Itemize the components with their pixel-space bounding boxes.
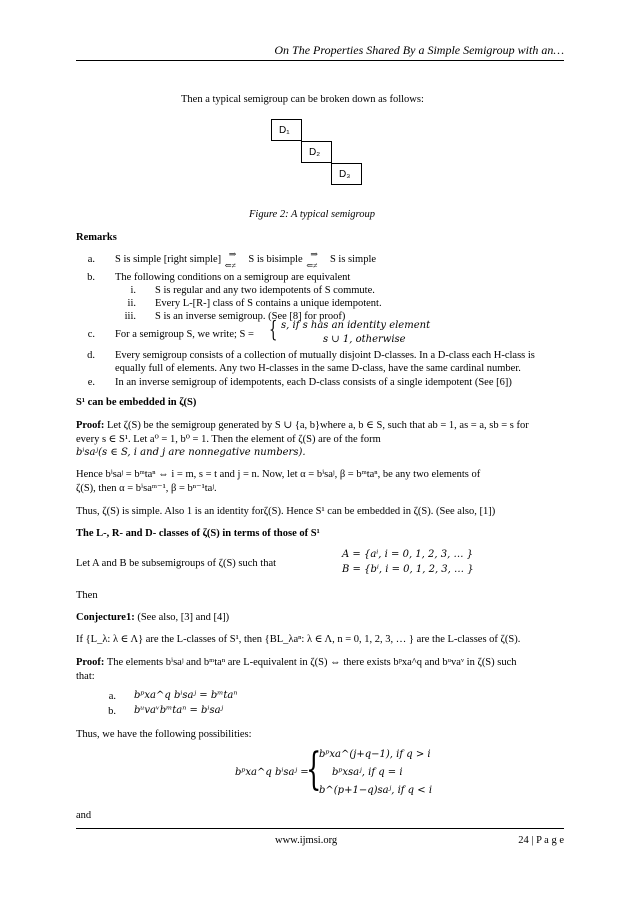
conjecture-statement: If {L_λ: λ ∈ Λ} are the L-classes of S¹, then {BL_λaⁿ: λ ∈ Λ, n = 0, 1, 2, 3, … } are the L-classes of ζ(S).	[76, 634, 521, 645]
remark-a-text: S is simple [right simple] ⇒ ⇐≠ S is bisimple ⇒ ⇐≠ S is simple	[115, 248, 377, 270]
not-implied-arrow: ⇐≠	[224, 260, 236, 270]
section1-p1-line2: every s ∈ S¹. Let a⁰ = 1, b⁰ = 1. Then the element of ζ(S) are of the form	[76, 434, 381, 445]
section1-p2-line2: ζ(S), then α = bⁱsaᵐ⁻¹, β = bⁿ⁻¹taʲ.	[76, 483, 217, 494]
remark-b-ii-label: ii.	[127, 298, 136, 309]
section2-heading: The L-, R- and D- classes of ζ(S) in terms of those of S¹	[76, 528, 320, 539]
remark-b-iii-label: iii.	[124, 311, 136, 322]
section2-let-text: Let A and B be subsemigroups of ζ(S) such that	[76, 558, 277, 569]
eq-a-label: a.	[108, 691, 116, 702]
section1-p1-line1: Proof: Let ζ(S) be the semigroup generated by S ∪ {a, b}where a, b ∈ S, such that ab = 1, as = a, sb = s for	[76, 420, 529, 431]
remark-b-text: The following conditions on a semigroup are equivalent	[115, 272, 351, 283]
remark-a-label: a.	[87, 254, 95, 265]
remark-c-case2: s ∪ 1, otherwise	[323, 334, 406, 345]
eq-b: bᵘvaᵛbᵐtaⁿ = bⁱsaʲ	[134, 705, 224, 716]
implies-arrow: ⇒	[228, 248, 237, 259]
section2-then: Then	[76, 590, 98, 601]
remark-d-label: d.	[87, 350, 95, 361]
remark-d-line2: equally full of elements. Any two H-classes in the same D-class, have the same cardinal number.	[115, 363, 521, 374]
remark-b-i-text: S is regular and any two idempotents of S commute.	[155, 285, 375, 296]
remark-d-line1: Every semigroup consists of a collection of mutually disjoint D-classes. In a D-class each H-class is	[115, 350, 535, 361]
remark-b-label: b.	[87, 272, 95, 283]
set-b: B = {bⁱ, i = 0, 1, 2, 3, … }	[342, 564, 474, 575]
section1-p2-line1: Hence bⁱsaʲ = bᵐtaⁿ ⇔ i = m, s = t and j = n. Now, let α = bⁱsaʲ, β = bᵐtaⁿ, be any two elements of	[76, 469, 481, 480]
d3-box: D₃	[331, 163, 362, 185]
remark-c-label: c.	[87, 329, 95, 340]
section1-heading: S¹ can be embedded in ζ(S)	[76, 397, 197, 408]
footer-rule	[76, 828, 564, 829]
d2-box: D₂	[301, 141, 332, 163]
eq-b-label: b.	[108, 706, 116, 717]
intro-text: Then a typical semigroup can be broken down as follows:	[181, 94, 424, 105]
remark-b-iii-text: S is an inverse semigroup. (See [8] for proof)	[155, 311, 346, 322]
remark-c-text: For a semigroup S, we write; S =	[115, 329, 254, 340]
remark-c-case1: s, if s has an identity element	[281, 320, 431, 331]
section2-proof-line2: that:	[76, 671, 95, 682]
footer-page: 24 | P a g e	[518, 835, 564, 846]
set-a: A = {aⁱ, i = 0, 1, 2, 3, … }	[342, 549, 474, 560]
case-2: bᵖxsaʲ, if q = i	[332, 767, 403, 778]
figure-caption: Figure 2: A typical semigroup	[249, 209, 375, 220]
remarks-heading: Remarks	[76, 232, 117, 243]
remark-c-brace: {	[269, 318, 278, 343]
not-implied-arrow-2: ⇐≠	[306, 260, 318, 270]
section2-thus: Thus, we have the following possibilities:	[76, 729, 252, 740]
footer-site: www.ijmsi.org	[275, 835, 338, 846]
header-rule	[76, 60, 564, 61]
remark-e-text: In an inverse semigroup of idempotents, each D-class consists of a single idempotent (See [6])	[115, 377, 512, 388]
eq-a: bᵖxa^q bⁱsaʲ = bᵐtaⁿ	[134, 690, 238, 701]
remark-b-ii-text: Every L-[R-] class of S contains a unique idempotent.	[155, 298, 382, 309]
section2-and: and	[76, 810, 92, 821]
remark-b-i-label: i.	[130, 285, 136, 296]
cases-brace: {	[306, 744, 322, 795]
section1-p1-line3: bⁱsaʲ(s ∈ S, i and j are nonnegative numbers).	[76, 447, 306, 458]
cases-lhs: bᵖxa^q bⁱsaʲ =	[235, 767, 309, 778]
case-1: bᵖxa^(j+q−1), if q > i	[319, 749, 431, 760]
section2-proof-line1: Proof: The elements bⁱsaʲ and bᵐtaⁿ are L-equivalent in ζ(S) ⇔ there exists bᵖxa^q and bᵘvaᵛ in ζ(S) such	[76, 657, 517, 668]
remark-e-label: e.	[87, 377, 95, 388]
section1-p3: Thus, ζ(S) is simple. Also 1 is an identity forζ(S). Hence S¹ can be embedded in ζ(S). (See also, [1])	[76, 506, 496, 517]
d1-box: D₁	[271, 119, 302, 141]
case-3: b^(p+1−q)saʲ, if q < i	[319, 785, 433, 796]
conjecture: Conjecture1: (See also, [3] and [4])	[76, 612, 230, 623]
implies-arrow-2: ⇒	[310, 248, 318, 259]
running-title: On The Properties Shared By a Simple Semigroup with an…	[274, 43, 564, 57]
